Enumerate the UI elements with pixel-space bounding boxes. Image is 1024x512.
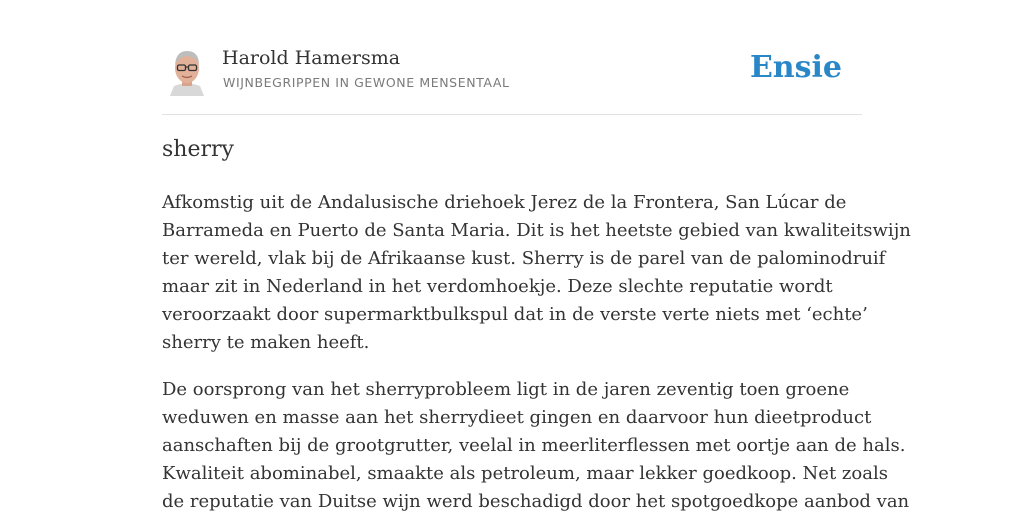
paragraph-line: Barrameda en Puerto de Santa Maria. Dit is het heetste gebied van kwaliteitswijn: [162, 220, 911, 241]
author-avatar[interactable]: [164, 46, 210, 96]
paragraph-line: Kwaliteit abominabel, smaakte als petroleum, maar lekker goedkoop. Net zoals: [162, 463, 888, 484]
paragraph-line: maar zit in Nederland in het verdomhoekje. Deze slechte reputatie wordt: [162, 276, 833, 297]
paragraph-line: De oorsprong van het sherryprobleem ligt in de jaren zeventig toen groene: [162, 379, 850, 400]
page-title: sherry: [162, 137, 234, 162]
paragraph-line: aanschaften bij de grootgrutter, veelal in meerliterflessen met oortje aan de hals.: [162, 435, 906, 456]
paragraph-line: de reputatie van Duitse wijn werd beschadigd door het spotgoedkope aanbod van: [162, 491, 910, 512]
paragraph-line: sherry te maken heeft.: [162, 332, 370, 353]
ensie-logo[interactable]: Ensie: [749, 50, 842, 85]
author-name[interactable]: Harold Hamersma: [222, 47, 401, 69]
author-subtitle: WIJNBEGRIPPEN IN GEWONE MENSENTAAL: [223, 75, 510, 90]
paragraph-line: Afkomstig uit de Andalusische driehoek Jerez de la Frontera, San Lúcar de: [162, 192, 847, 213]
paragraph-line: ter wereld, vlak bij de Afrikaanse kust. Sherry is de parel van de palominodruif: [162, 248, 886, 269]
article-paragraph: [162, 189, 911, 357]
paragraph-line: weduwen en masse aan het sherrydieet gingen en daarvoor hun dieetproduct: [162, 407, 872, 428]
author-header: [162, 46, 862, 115]
article-body: [162, 189, 911, 512]
article-paragraph: [162, 376, 910, 512]
avatar-photo-icon: [164, 46, 210, 96]
paragraph-line: veroorzaakt door supermarktbulkspul dat in de verste verte niets met ‘echte’: [162, 304, 868, 325]
